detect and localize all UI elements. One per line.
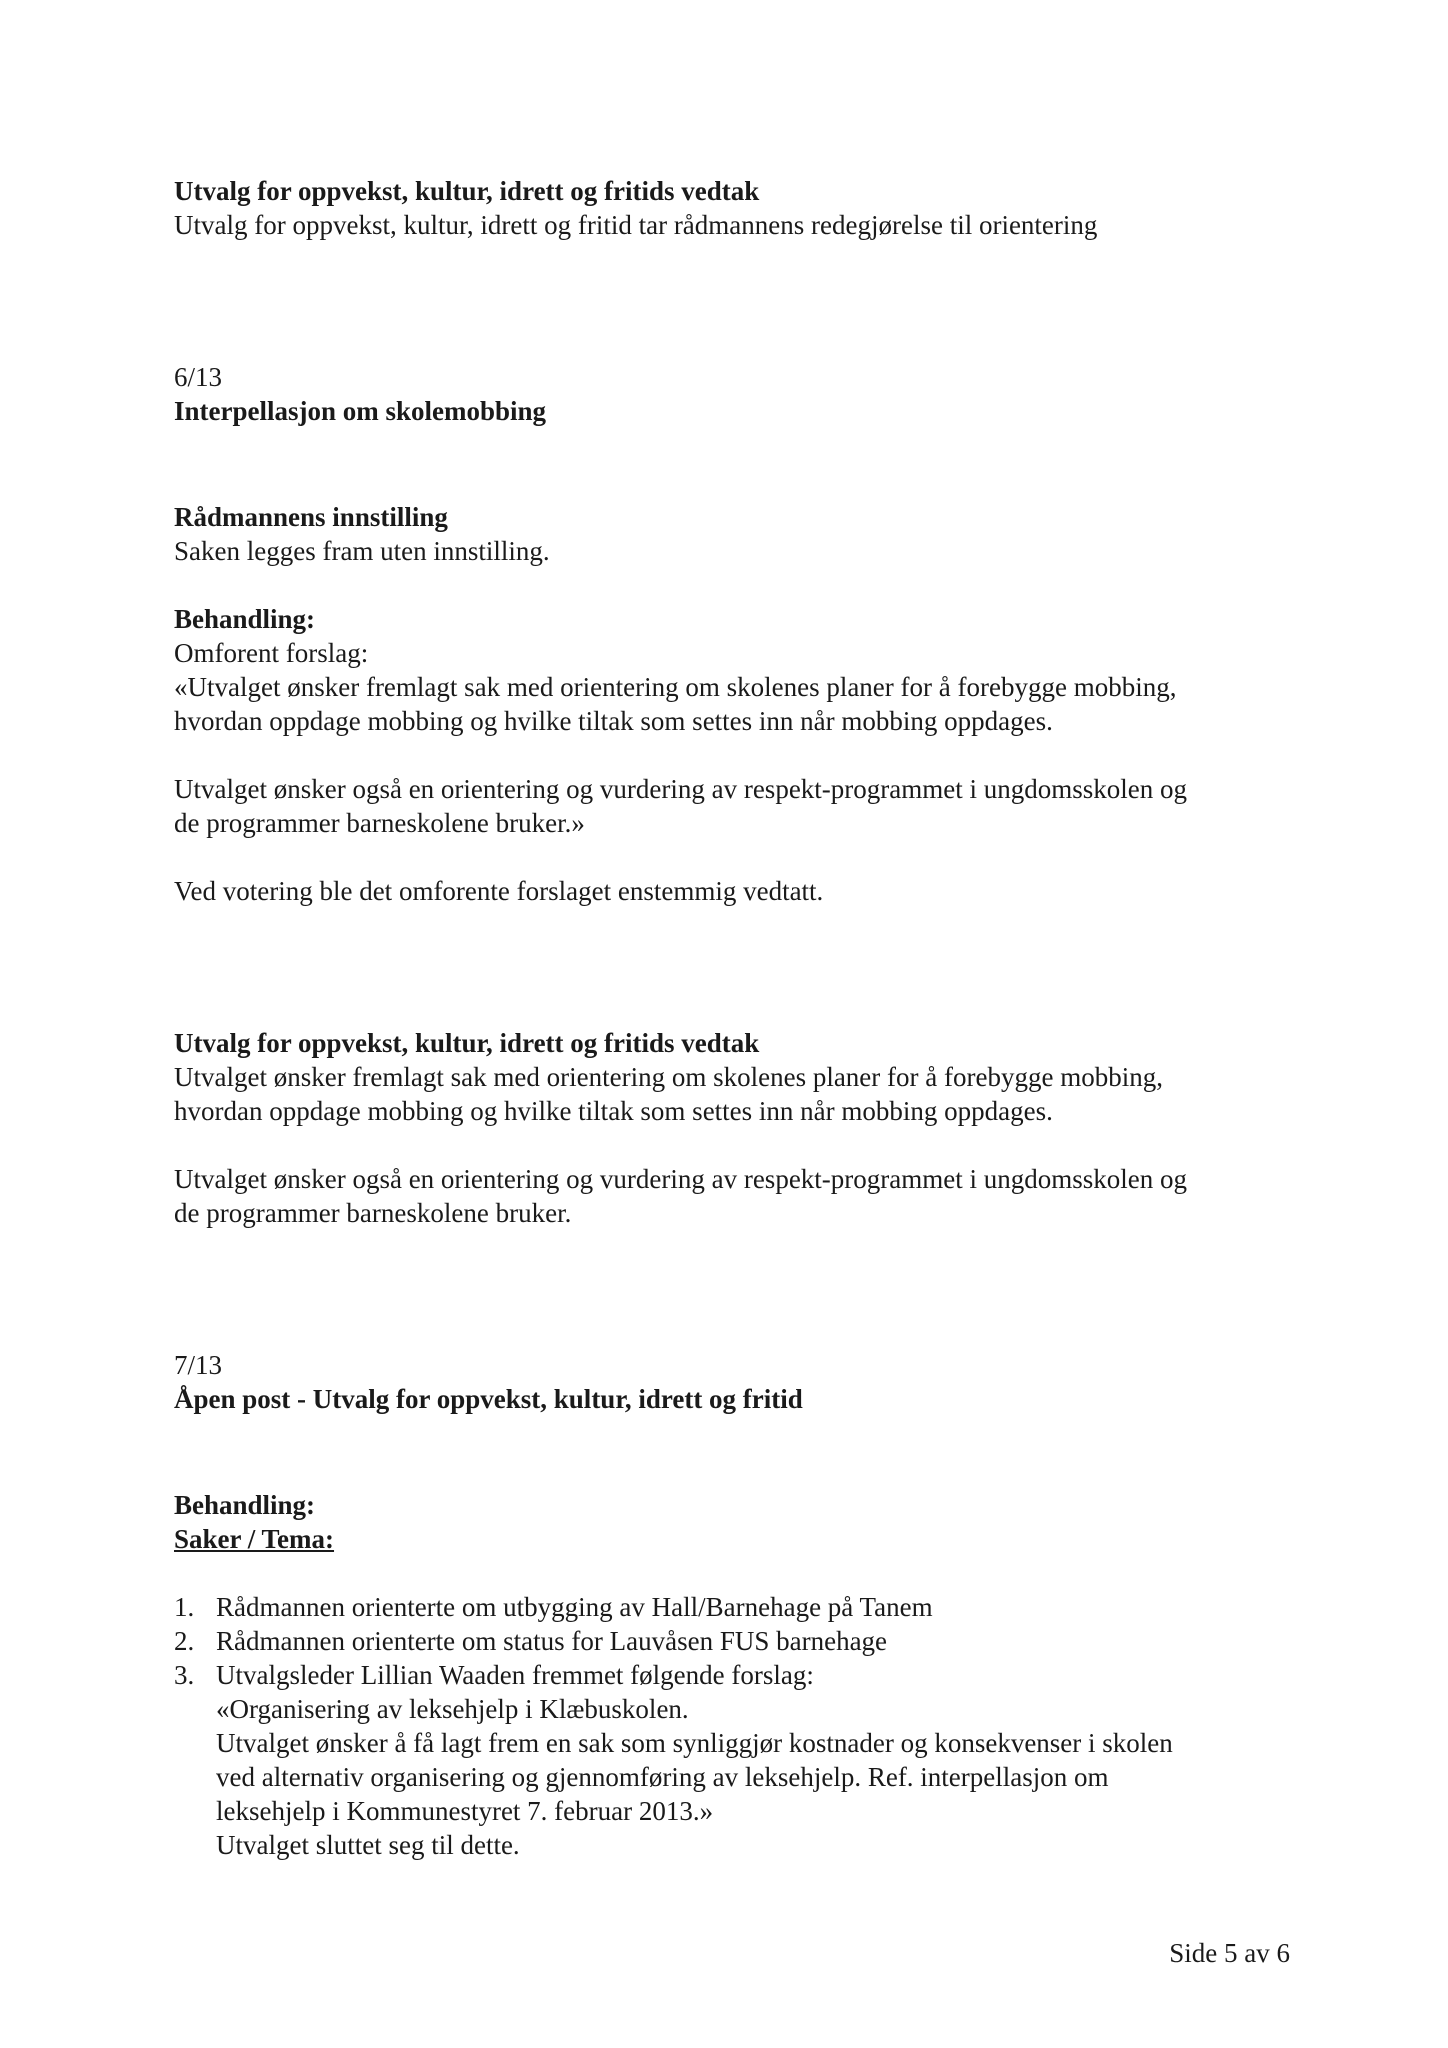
item-number: 2. — [174, 1626, 195, 1656]
item-line: ved alternativ organisering og gjennomføring av leksehjelp. Ref. interpellasjon om — [216, 1762, 1109, 1792]
case-title: Åpen post - Utvalg for oppvekst, kultur, idrett og fritid — [174, 1384, 803, 1414]
section-text: Utvalg for oppvekst, kultur, idrett og fritid tar rådmannens redegjørelse til orientering — [174, 210, 1098, 240]
list-item — [174, 1590, 1294, 1624]
list-item — [174, 1658, 1294, 1862]
item-line: «Organisering av leksehjelp i Klæbuskolen. — [216, 1694, 689, 1724]
decision-heading: Utvalg for oppvekst, kultur, idrett og fritids vedtak — [174, 1028, 760, 1058]
item-line: Rådmannen orienterte om utbygging av Hall/Barnehage på Tanem — [216, 1592, 933, 1622]
topics-list — [174, 1590, 1294, 1862]
document-page — [174, 174, 1294, 1862]
decision-line: Utvalget ønsker fremlagt sak med orientering om skolenes planer for å forebygge mobbing, — [174, 1062, 1163, 1092]
item-line: Utvalget sluttet seg til dette. — [216, 1830, 520, 1860]
topics-heading: Saker / Tema: — [174, 1524, 335, 1554]
item-line: Utvalget ønsker å få lagt frem en sak som synliggjør kostnader og konsekvenser i skolen — [216, 1728, 1173, 1758]
page-number: Side 5 av 6 — [1169, 1938, 1290, 1968]
item-line: leksehjelp i Kommunestyret 7. februar 2013.» — [216, 1796, 714, 1826]
item-line: Utvalgsleder Lillian Waaden fremmet følgende forslag: — [216, 1660, 814, 1690]
proposal-line: Utvalget ønsker også en orientering og vurdering av respekt-programmet i ungdomsskolen og — [174, 774, 1188, 804]
case-title: Interpellasjon om skolemobbing — [174, 396, 547, 426]
item-number: 3. — [174, 1660, 195, 1690]
proposal-line: «Utvalget ønsker fremlagt sak med orientering om skolenes planer for å forebygge mobbing, — [174, 672, 1177, 702]
item-number: 1. — [174, 1592, 195, 1622]
case-number: 6/13 — [174, 362, 223, 392]
case-number: 7/13 — [174, 1350, 223, 1380]
recommendation-heading: Rådmannens innstilling — [174, 502, 448, 532]
recommendation-text: Saken legges fram uten innstilling. — [174, 536, 550, 566]
treatment-heading: Behandling: — [174, 604, 316, 634]
section-heading: Utvalg for oppvekst, kultur, idrett og fritids vedtak — [174, 176, 760, 206]
decision-line: de programmer barneskolene bruker. — [174, 1198, 572, 1228]
vote-text: Ved votering ble det omforente forslaget enstemmig vedtatt. — [174, 876, 824, 906]
proposal-line: de programmer barneskolene bruker.» — [174, 808, 585, 838]
list-item — [174, 1624, 1294, 1658]
proposal-intro: Omforent forslag: — [174, 638, 369, 668]
proposal-line: hvordan oppdage mobbing og hvilke tiltak som settes inn når mobbing oppdages. — [174, 706, 1053, 736]
item-line: Rådmannen orienterte om status for Lauvåsen FUS barnehage — [216, 1626, 888, 1656]
treatment-heading: Behandling: — [174, 1490, 316, 1520]
decision-line: hvordan oppdage mobbing og hvilke tiltak som settes inn når mobbing oppdages. — [174, 1096, 1053, 1126]
decision-line: Utvalget ønsker også en orientering og vurdering av respekt-programmet i ungdomsskolen og — [174, 1164, 1188, 1194]
